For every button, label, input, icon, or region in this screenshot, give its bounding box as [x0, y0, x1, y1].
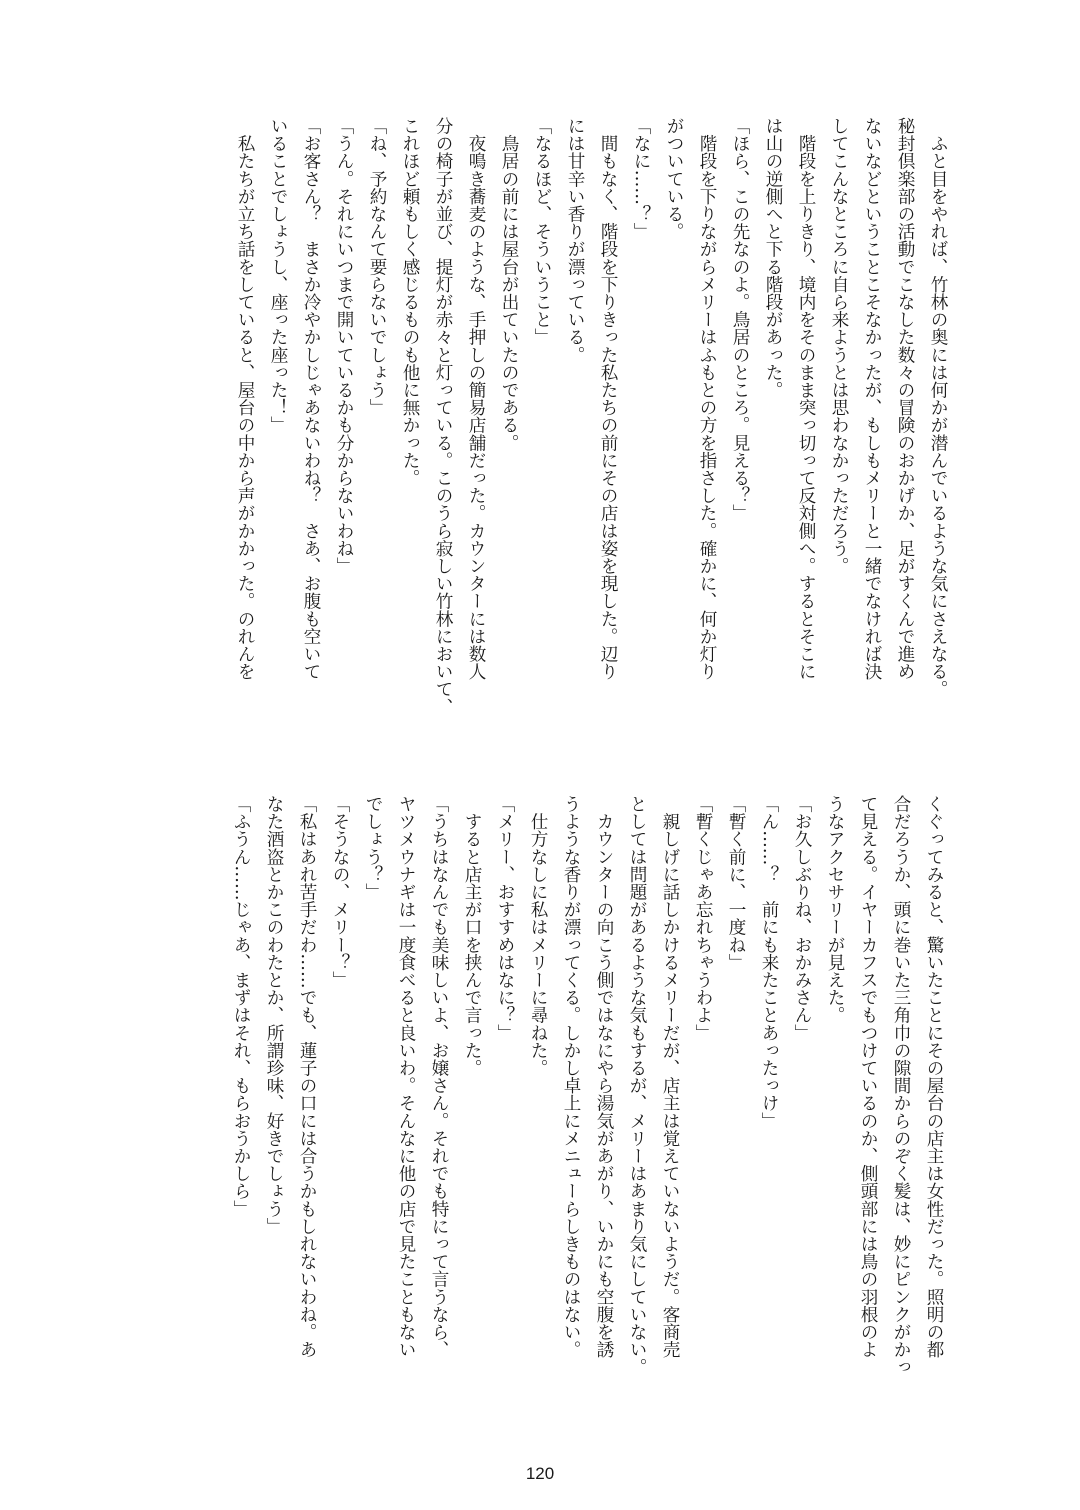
- text-line: してこんなところに自ら来ようとは思わなかっただろう。: [829, 117, 849, 575]
- text-line: 私たちが立ち話をしていると、屋台の中から声がかかった。のれんを: [235, 117, 255, 681]
- text-line: でしょう？」: [363, 795, 383, 901]
- text-line: には甘辛い香りが漂っている。: [565, 117, 585, 364]
- text-line: 親しげに話しかけるメリーだが、店主は覚えていないようだ。客商売: [660, 795, 680, 1359]
- text-block-top: [228, 117, 954, 716]
- text-line: 「ほら、この先なのよ。鳥居のところ。見える？」: [730, 117, 750, 522]
- text-line: 秘封倶楽部の活動でこなした数々の冒険のおかげか、足がすくんで進め: [895, 117, 915, 681]
- text-line: 階段を下りながらメリーはふもとの方を指さした。確かに、何か灯り: [697, 117, 717, 681]
- text-line: くぐってみると、驚いたことにその屋台の店主は女性だった。照明の都: [924, 795, 944, 1359]
- text-line: 「なるほど、そういうこと」: [532, 117, 552, 346]
- text-line: 「暫く前に、一度ね」: [726, 795, 746, 971]
- text-line: 「うん。それにいつまで開いているかも分からないわね」: [334, 117, 354, 575]
- text-line: 「メリー、おすすめはなに？」: [495, 795, 515, 1042]
- text-line: これほど頼もしく感じるものも他に無かった。: [400, 117, 420, 487]
- text-line: 「お客さん？ まさか冷やかしじゃあないわね？ さあ、お腹も空いて: [301, 117, 321, 681]
- text-line: 間もなく、階段を下りきった私たちの前にその店は姿を現した。辺り: [598, 117, 618, 681]
- text-line: て見える。イヤーカフスでもつけているのか、側頭部には鳥の羽根のよ: [858, 795, 878, 1359]
- text-line: ヤツメウナギは一度食べると良いわ。そんなに他の店で見たこともない: [396, 795, 416, 1359]
- text-line: 「暫くじゃあ忘れちゃうわよ」: [693, 795, 713, 1042]
- text-line: ふと目をやれば、竹林の奥には何かが潜んでいるような気にさえなる。: [928, 117, 948, 698]
- text-line: うような香りが漂ってくる。しかし卓上にメニューらしきものはない。: [561, 795, 581, 1359]
- text-line: いることでしょうし、座った座った！」: [268, 117, 288, 434]
- text-line: 「ふうん……じゃあ、まずはそれ、もらおうかしら」: [231, 795, 251, 1218]
- text-line: 「お久しぶりね、おかみさん」: [792, 795, 812, 1042]
- text-line: ないなどということこそなかったが、もしもメリーと一緒でなければ決: [862, 117, 882, 681]
- page-number: 120: [525, 1464, 555, 1483]
- text-line: 鳥居の前には屋台が出ていたのである。: [499, 117, 519, 452]
- text-line: 「うちはなんでも美味しいよ、お嬢さん。それでも特にって言うなら、: [429, 795, 449, 1359]
- text-line: 「ね、予約なんて要らないでしょう」: [367, 117, 387, 417]
- text-line: すると店主が口を挟んで言った。: [462, 795, 482, 1077]
- text-line: カウンターの向こう側ではなにやら湯気があがり、いかにも空腹を誘: [594, 795, 614, 1359]
- text-line: は山の逆側へと下る階段があった。: [763, 117, 783, 399]
- text-line: 「なに……？」: [631, 117, 651, 241]
- text-line: 仕方なしに私はメリーに尋ねた。: [528, 795, 548, 1077]
- text-line: 夜鳴き蕎麦のような、手押しの簡易店舗だった。カウンターには数人: [466, 117, 486, 681]
- text-line: なた酒盗とかこのわたとか、所謂珍味、好きでしょう」: [264, 795, 284, 1235]
- text-line: としては問題があるような気もするが、メリーはあまり気にしていない。: [627, 795, 647, 1376]
- text-line: 合だろうか、頭に巻いた三角巾の隙間からのぞく髪は、妙にピンクがかっ: [891, 795, 911, 1376]
- text-line: がついている。: [664, 117, 684, 241]
- text-line: うなアクセサリーが見えた。: [825, 795, 845, 1024]
- text-line: 「そうなの、メリー？」: [330, 795, 350, 989]
- text-line: 「私はあれ苦手だわ……でも、蓮子の口には合うかもしれないわね。あ: [297, 795, 317, 1359]
- text-block-bottom: [224, 795, 950, 1381]
- text-line: 階段を上りきり、境内をそのまま突っ切って反対側へ。するとそこに: [796, 117, 816, 681]
- text-line: 「ん……？ 前にも来たことあったっけ」: [759, 795, 779, 1130]
- text-line: 分の椅子が並び、提灯が赤々と灯っている。このうら寂しい竹林において、: [433, 117, 453, 716]
